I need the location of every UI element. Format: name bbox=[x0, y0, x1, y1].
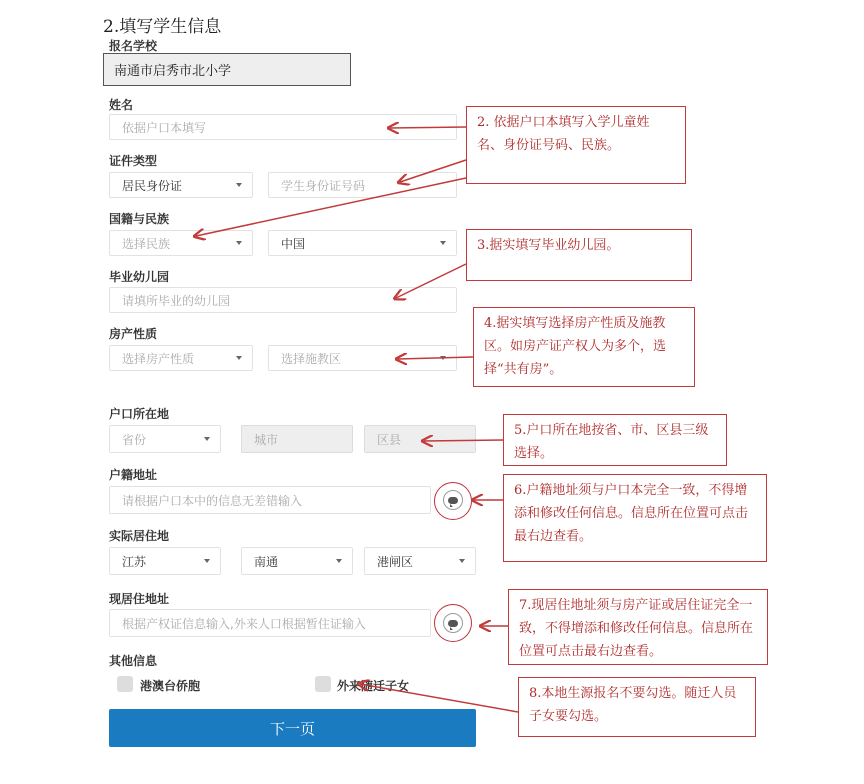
residence-city-value: 南通 bbox=[254, 554, 279, 569]
note-5: 5.户口所在地按省、市、区县三级选择。 bbox=[503, 414, 727, 466]
section-title: 2.填写学生信息 bbox=[103, 17, 222, 37]
note-7: 7.现居住地址须与房产证或居住证完全一致，不得增添和修改任何信息。信息所在位置可点击最右边查看。 bbox=[508, 589, 768, 665]
id-type-value: 居民身份证 bbox=[122, 178, 183, 193]
id-number-placeholder: 学生身份证号码 bbox=[281, 178, 366, 193]
note-6: 6.户籍地址须与户口本完全一致，不得增添和修改任何信息。信息所在位置可点击最右边查看。 bbox=[503, 474, 767, 562]
note-3: 3.据实填写毕业幼儿园。 bbox=[466, 229, 692, 281]
district-placeholder: 选择施教区 bbox=[281, 351, 342, 366]
school-field: 南通市启秀市北小学 bbox=[103, 53, 351, 86]
next-page-button[interactable]: 下一页 bbox=[109, 709, 476, 747]
current-address-label: 现居住地址 bbox=[109, 592, 170, 606]
arrow-line bbox=[196, 178, 466, 236]
id-type-label: 证件类型 bbox=[109, 154, 158, 168]
name-label: 姓名 bbox=[109, 98, 134, 112]
kindergarten-label: 毕业幼儿园 bbox=[109, 270, 170, 284]
residence-province-value: 江苏 bbox=[122, 554, 147, 569]
country-value: 中国 bbox=[281, 236, 306, 251]
current-address-placeholder: 根据产权证信息输入,外来人口根据暂住证输入 bbox=[122, 616, 366, 631]
kindergarten-placeholder: 请填所毕业的幼儿园 bbox=[122, 293, 231, 308]
arrow-line bbox=[398, 357, 473, 359]
hmt-label: 港澳台侨胞 bbox=[140, 679, 201, 693]
other-info-label: 其他信息 bbox=[109, 654, 158, 668]
ethnicity-placeholder: 选择民族 bbox=[122, 236, 171, 251]
nationality-label: 国籍与民族 bbox=[109, 212, 170, 226]
arrow-line bbox=[424, 440, 503, 441]
property-label: 房产性质 bbox=[109, 327, 158, 341]
school-label: 报名学校 bbox=[109, 39, 158, 53]
arrow-line bbox=[390, 127, 466, 128]
migrant-label: 外来随迁子女 bbox=[337, 679, 410, 693]
hukou-location-label: 户口所在地 bbox=[109, 407, 170, 421]
note-4: 4.据实填写选择房产性质及施教区。如房产证产权人为多个，选择“共有房”。 bbox=[473, 307, 695, 387]
arrow-line bbox=[360, 684, 518, 712]
hukou-district-placeholder: 区县 bbox=[377, 432, 402, 447]
note-8: 8.本地生源报名不要勾选。随迁人员子女要勾选。 bbox=[518, 677, 756, 737]
property-type-placeholder: 选择房产性质 bbox=[122, 351, 195, 366]
arrow-line bbox=[400, 160, 466, 182]
name-placeholder: 依据户口本填写 bbox=[122, 120, 207, 135]
hukou-city-placeholder: 城市 bbox=[254, 432, 279, 447]
hukou-province-placeholder: 省份 bbox=[122, 432, 147, 447]
note-2: 2. 依据户口本填写入学儿童姓名、身份证号码、民族。 bbox=[466, 106, 686, 184]
residence-district-value: 港闸区 bbox=[377, 554, 414, 569]
hukou-address-label: 户籍地址 bbox=[109, 468, 158, 482]
arrow-line bbox=[396, 264, 466, 298]
residence-label: 实际居住地 bbox=[109, 529, 170, 543]
hukou-address-placeholder: 请根据户口本中的信息无差错输入 bbox=[122, 493, 303, 508]
